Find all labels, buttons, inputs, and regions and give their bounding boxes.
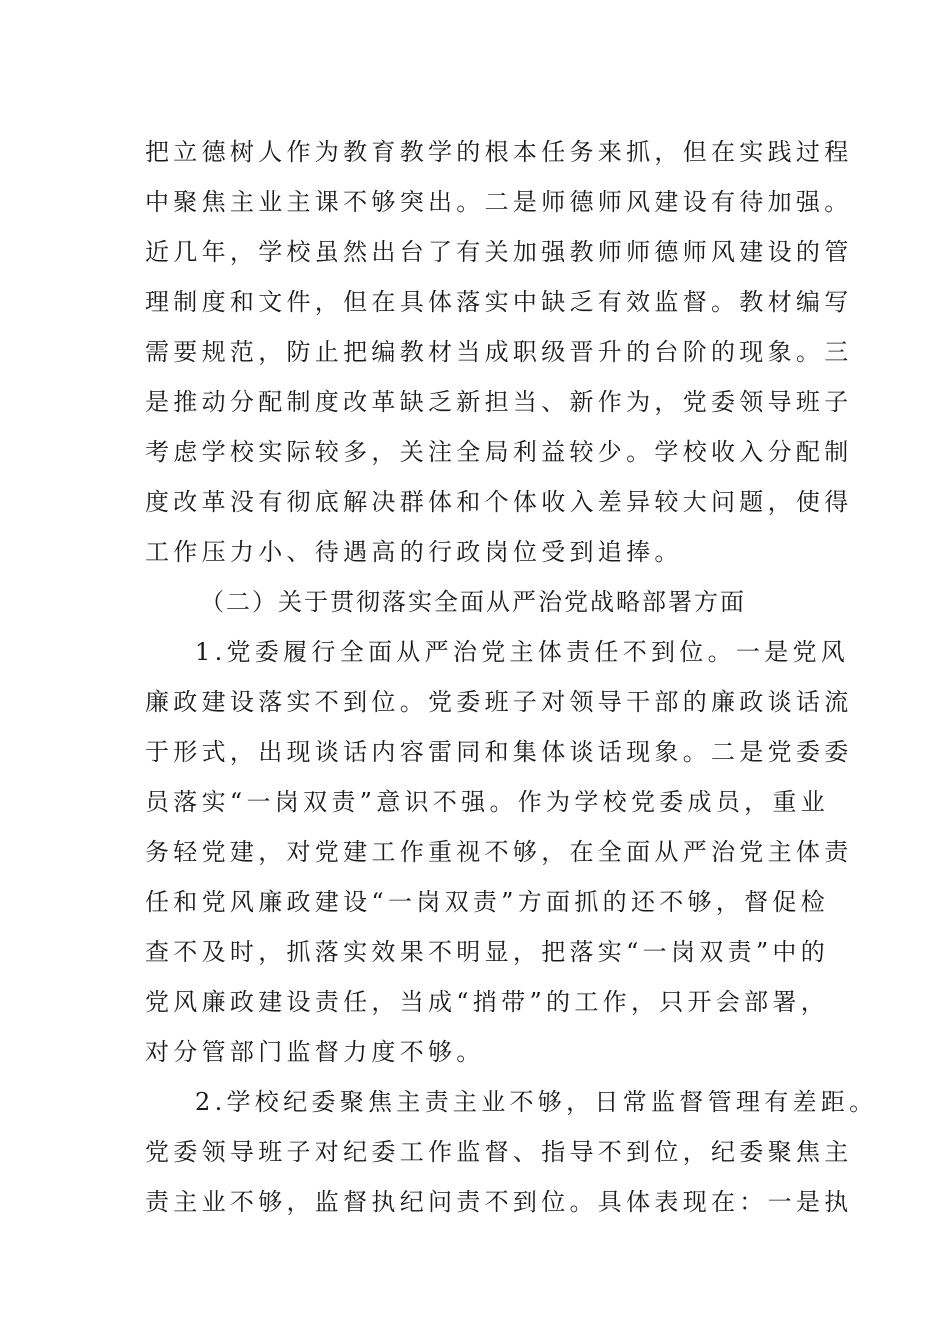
text-line: 员落实“一岗双责”意识不强。作为学校党委成员，重业 [145, 788, 830, 816]
text-line: 近几年，学校虽然出台了有关加强教师师德师风建设的管 [145, 238, 853, 266]
text-line: 1.党委履行全面从严治党主体责任不到位。一是党风 [195, 638, 850, 666]
text-line: 工作压力小、待遇高的行政岗位受到追捧。 [145, 538, 683, 566]
text-line: 任和党风廉政建设“一岗双责”方面抓的还不够，督促检 [145, 888, 830, 916]
text-line: 责主业不够，监督执纪问责不到位。具体表现在：一是执 [145, 1188, 853, 1216]
text-line: 于形式，出现谈话内容雷同和集体谈话现象。二是党委委 [145, 738, 853, 766]
text-line: 对分管部门监督力度不够。 [145, 1038, 485, 1066]
section-heading: （二）关于贯彻落实全面从严治党战略部署方面 [200, 588, 746, 616]
text-line: 理制度和文件，但在具体落实中缺乏有效监督。教材编写 [145, 288, 853, 316]
text-line: 务轻党建，对党建工作重视不够，在全面从严治党主体责 [145, 838, 853, 866]
text-line: 度改革没有彻底解决群体和个体收入差异较大问题，使得 [145, 488, 853, 516]
text-line: 2.学校纪委聚焦主责主业不够，日常监督管理有差距。 [195, 1088, 878, 1116]
text-line: 廉政建设落实不到位。党委班子对领导干部的廉政谈话流 [145, 688, 853, 716]
text-line: 需要规范，防止把编教材当成职级晋升的台阶的现象。三 [145, 338, 853, 366]
text-line: 查不及时，抓落实效果不明显，把落实“一岗双责”中的 [145, 938, 830, 966]
text-line: 中聚焦主业主课不够突出。二是师德师风建设有待加强。 [145, 188, 853, 216]
text-line: 考虑学校实际较多，关注全局利益较少。学校收入分配制 [145, 438, 853, 466]
text-line: 是推动分配制度改革缺乏新担当、新作为，党委领导班子 [145, 388, 853, 416]
text-line: 党委领导班子对纪委工作监督、指导不到位，纪委聚焦主 [145, 1138, 853, 1166]
text-line: 把立德树人作为教育教学的根本任务来抓，但在实践过程 [145, 138, 853, 166]
text-line: 党风廉政建设责任，当成“捎带”的工作，只开会部署， [145, 988, 830, 1016]
